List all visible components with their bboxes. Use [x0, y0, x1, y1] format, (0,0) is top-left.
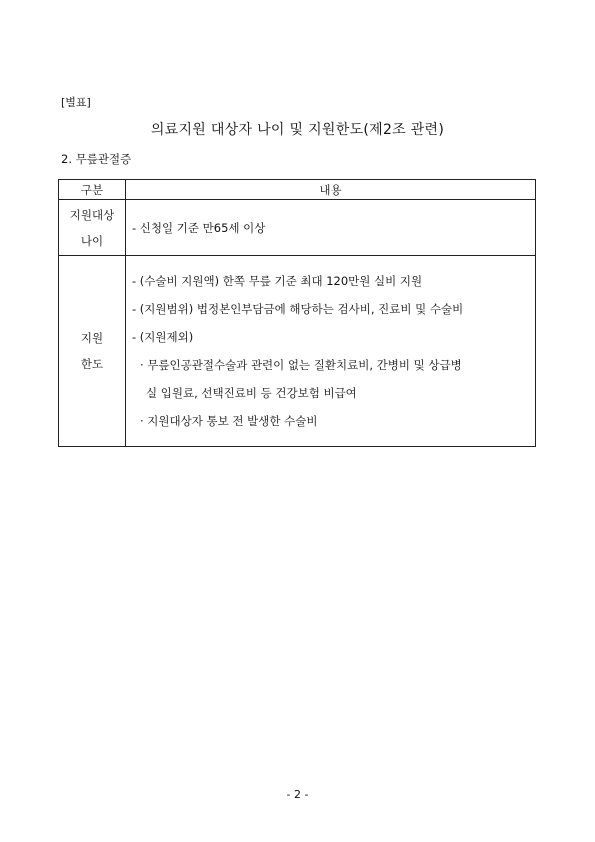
table-row-support-limit	[59, 256, 536, 447]
category-cell	[59, 200, 126, 256]
content-subline-continued: 실 입원료, 선택진료비 등 건강보험 비급여	[146, 386, 357, 400]
content-line: - (지원범위) 법정본인부담금에 해당하는 검사비, 진료비 및 수술비	[132, 302, 464, 316]
content-subline: · 무릎인공관절수술과 관련이 없는 질환치료비, 간병비 및 상급병	[140, 358, 462, 372]
support-table	[58, 179, 536, 447]
content-line: - 신청일 기준 만65세 이상	[132, 220, 266, 235]
document-title: 의료지원 대상자 나이 및 지원한도(제2조 관련)	[150, 122, 445, 138]
content-subline: · 지원대상자 통보 전 발생한 수술비	[140, 414, 318, 428]
content-line: - (수술비 지원액) 한쪽 무릎 기준 최대 120만원 실비 지원	[132, 274, 423, 288]
table-header-row	[59, 180, 536, 200]
page-number: - 2 -	[286, 788, 309, 801]
category-line: 나이	[80, 233, 104, 248]
annex-label: [별표]	[61, 96, 91, 109]
header-content: 내용	[126, 180, 536, 200]
content-cell	[126, 256, 536, 447]
header-category: 구분	[59, 180, 126, 200]
content-cell	[126, 200, 536, 256]
table-row-target-age	[59, 200, 536, 256]
category-cell	[59, 256, 126, 447]
category-line: 지원	[80, 331, 104, 345]
content-line: - (지원제외)	[132, 330, 194, 344]
category-line: 지원대상	[69, 207, 115, 222]
section-heading: 2. 무릎관절증	[61, 152, 132, 166]
category-line: 한도	[80, 357, 104, 371]
